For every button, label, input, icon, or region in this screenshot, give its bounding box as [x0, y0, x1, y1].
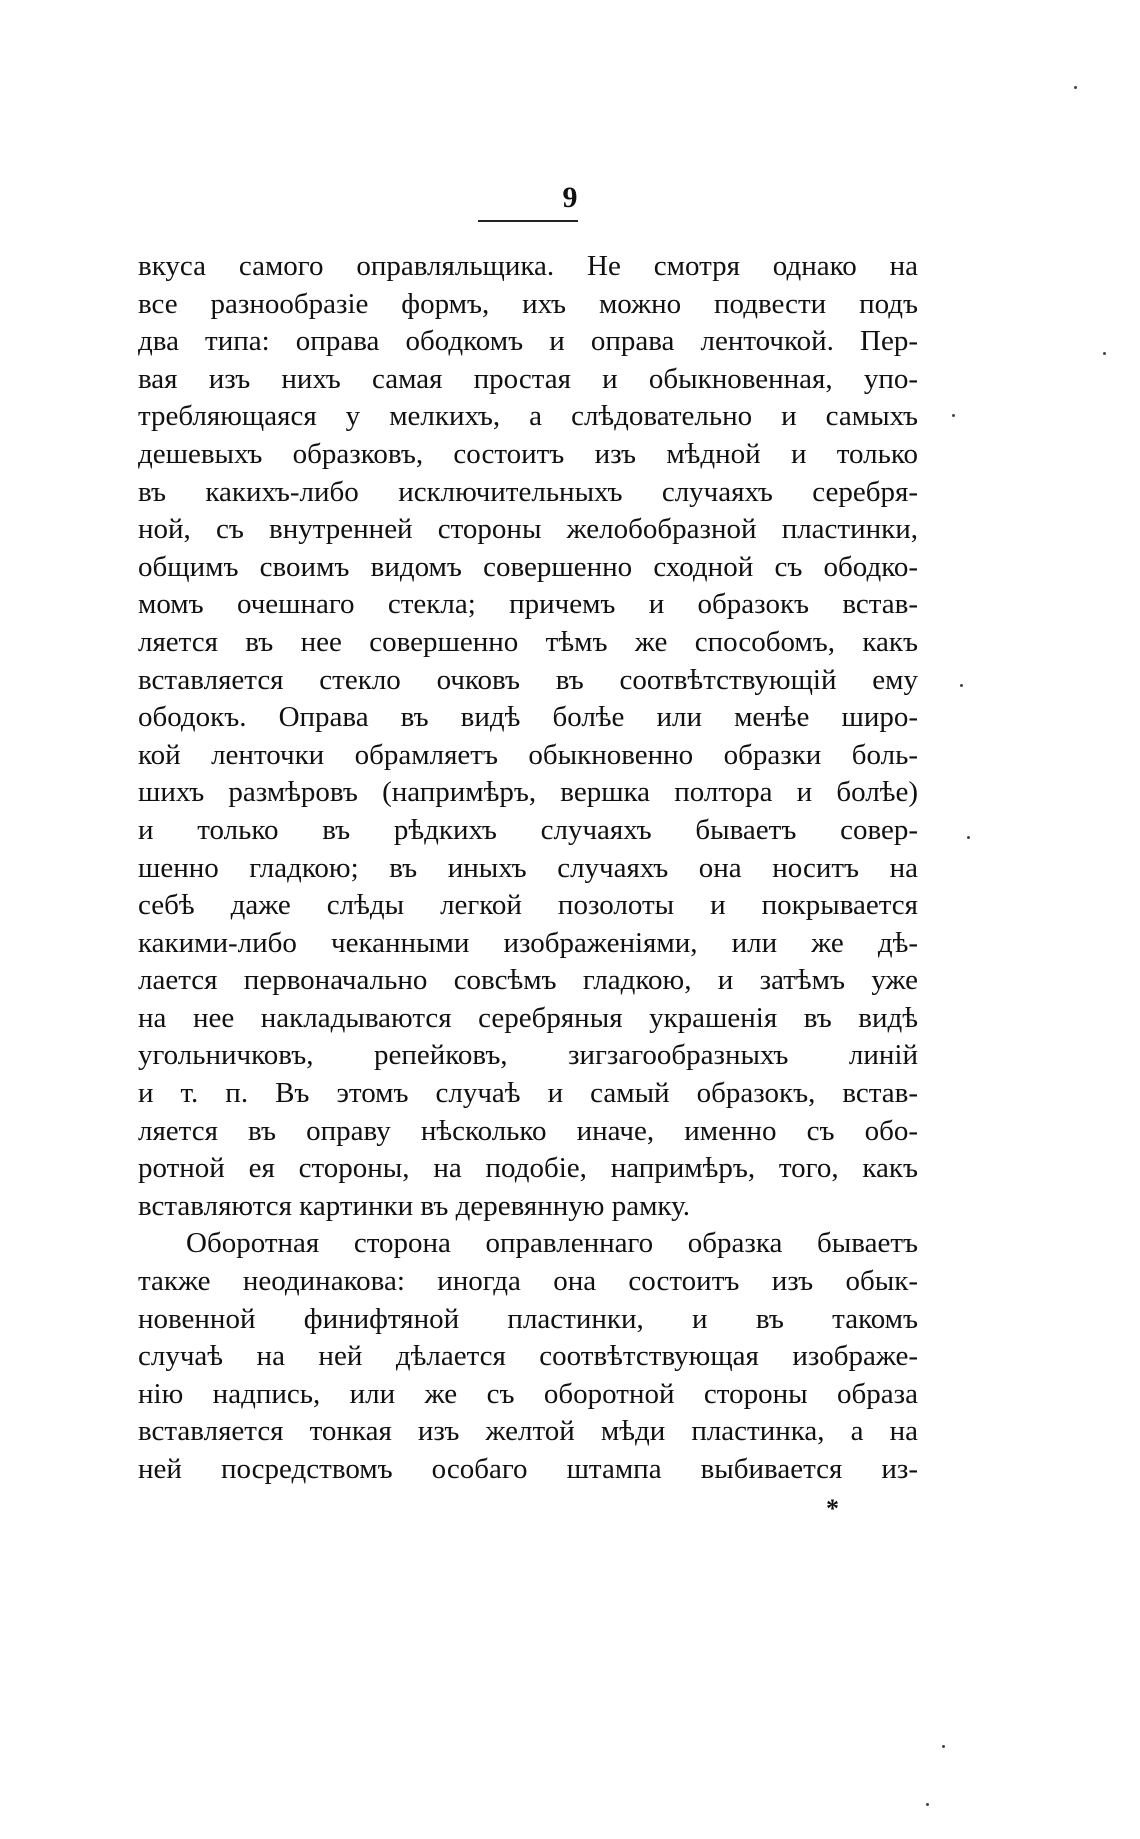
- text-line: момъ очешнаго стекла; причемъ и образокъ встав-: [138, 588, 918, 621]
- footnote-asterisk: *: [826, 1494, 839, 1523]
- text-line: кой ленточки обрамляетъ обыкновенно образки боль-: [138, 738, 918, 771]
- text-line: шенно гладкою; въ иныхъ случаяхъ она носитъ на: [138, 851, 918, 884]
- text-line: себѣ даже слѣды легкой позолоты и покрывается: [138, 889, 918, 922]
- text-line: ободокъ. Оправа въ видѣ болѣе или менѣе широ-: [138, 701, 918, 734]
- text-line: дешевыхъ образковъ, состоитъ изъ мѣдной и только: [138, 437, 918, 470]
- text-line: два типа: оправа ободкомъ и оправа ленточкой. Пер-: [138, 325, 918, 358]
- text-line: и т. п. Въ этомъ случаѣ и самый образокъ, встав-: [138, 1077, 918, 1110]
- scan-speck: [960, 684, 963, 687]
- paragraph-end-line: вставляются картинки въ деревянную рамку.: [138, 1189, 690, 1222]
- scan-speck: [1103, 352, 1106, 355]
- text-line: на нее накладываются серебряныя украшенія въ видѣ: [138, 1001, 918, 1034]
- scan-speck: [926, 1803, 929, 1806]
- text-line: нію надпись, или же съ оборотной стороны образа: [138, 1377, 918, 1410]
- text-line: лается первоначально совсѣмъ гладкою, и затѣмъ уже: [138, 964, 918, 997]
- text-line: ротной ея стороны, на подобіе, напримѣръ, того, какъ: [138, 1152, 918, 1185]
- text-line: общимъ своимъ видомъ совершенно сходной съ ободко-: [138, 550, 918, 583]
- text-line: въ какихъ-либо исключительныхъ случаяхъ серебря-: [138, 475, 918, 508]
- scan-speck: [942, 1745, 945, 1748]
- page-number-rule: [478, 220, 578, 222]
- text-line: ней посредствомъ особаго штампа выбивается из-: [138, 1453, 918, 1485]
- text-line: угольничковъ, репейковъ, зигзагообразныхъ линій: [138, 1039, 918, 1072]
- text-line: случаѣ на ней дѣлается соотвѣтствующая изображе-: [138, 1340, 918, 1373]
- text-line: вая изъ нихъ самая простая и обыкновенная, упо-: [138, 362, 918, 395]
- text-line: ной, съ внутренней стороны желобобразной пластинки,: [138, 513, 918, 546]
- text-line: ляется въ оправу нѣсколько иначе, именно съ обо-: [138, 1114, 918, 1147]
- page-number: 9: [562, 181, 578, 214]
- text-line: ляется въ нее совершенно тѣмъ же способомъ, какъ: [138, 625, 918, 658]
- text-line: все разнообразіе формъ, ихъ можно подвести подъ: [138, 287, 918, 320]
- text-line: вкуса самого оправляльщика. Не смотря однако на: [138, 250, 918, 282]
- scan-speck: [952, 414, 955, 417]
- text-line: шихъ размѣровъ (напримѣръ, вершка полтора и болѣе): [138, 776, 918, 809]
- text-line: требляющаяся у мелкихъ, а слѣдовательно и самыхъ: [138, 400, 918, 433]
- text-line: какими-либо чеканными изображеніями, или же дѣ-: [138, 926, 918, 959]
- text-line: вставляется стекло очковъ въ соотвѣтствующій ему: [138, 663, 918, 696]
- text-line: также неодинакова: иногда она состоитъ изъ обык-: [138, 1265, 918, 1298]
- body-text: [138, 248, 918, 1489]
- scan-speck: [967, 836, 970, 839]
- scan-speck: [1074, 86, 1077, 89]
- text-line: новенной финифтяной пластинки, и въ такомъ: [138, 1302, 918, 1335]
- text-line: вставляется тонкая изъ желтой мѣди пластинка, а на: [138, 1415, 918, 1448]
- text-line: и только въ рѣдкихъ случаяхъ бываетъ совер-: [138, 813, 918, 846]
- paragraph-first-line: Оборотная сторона оправленнаго образка бываетъ: [186, 1227, 918, 1260]
